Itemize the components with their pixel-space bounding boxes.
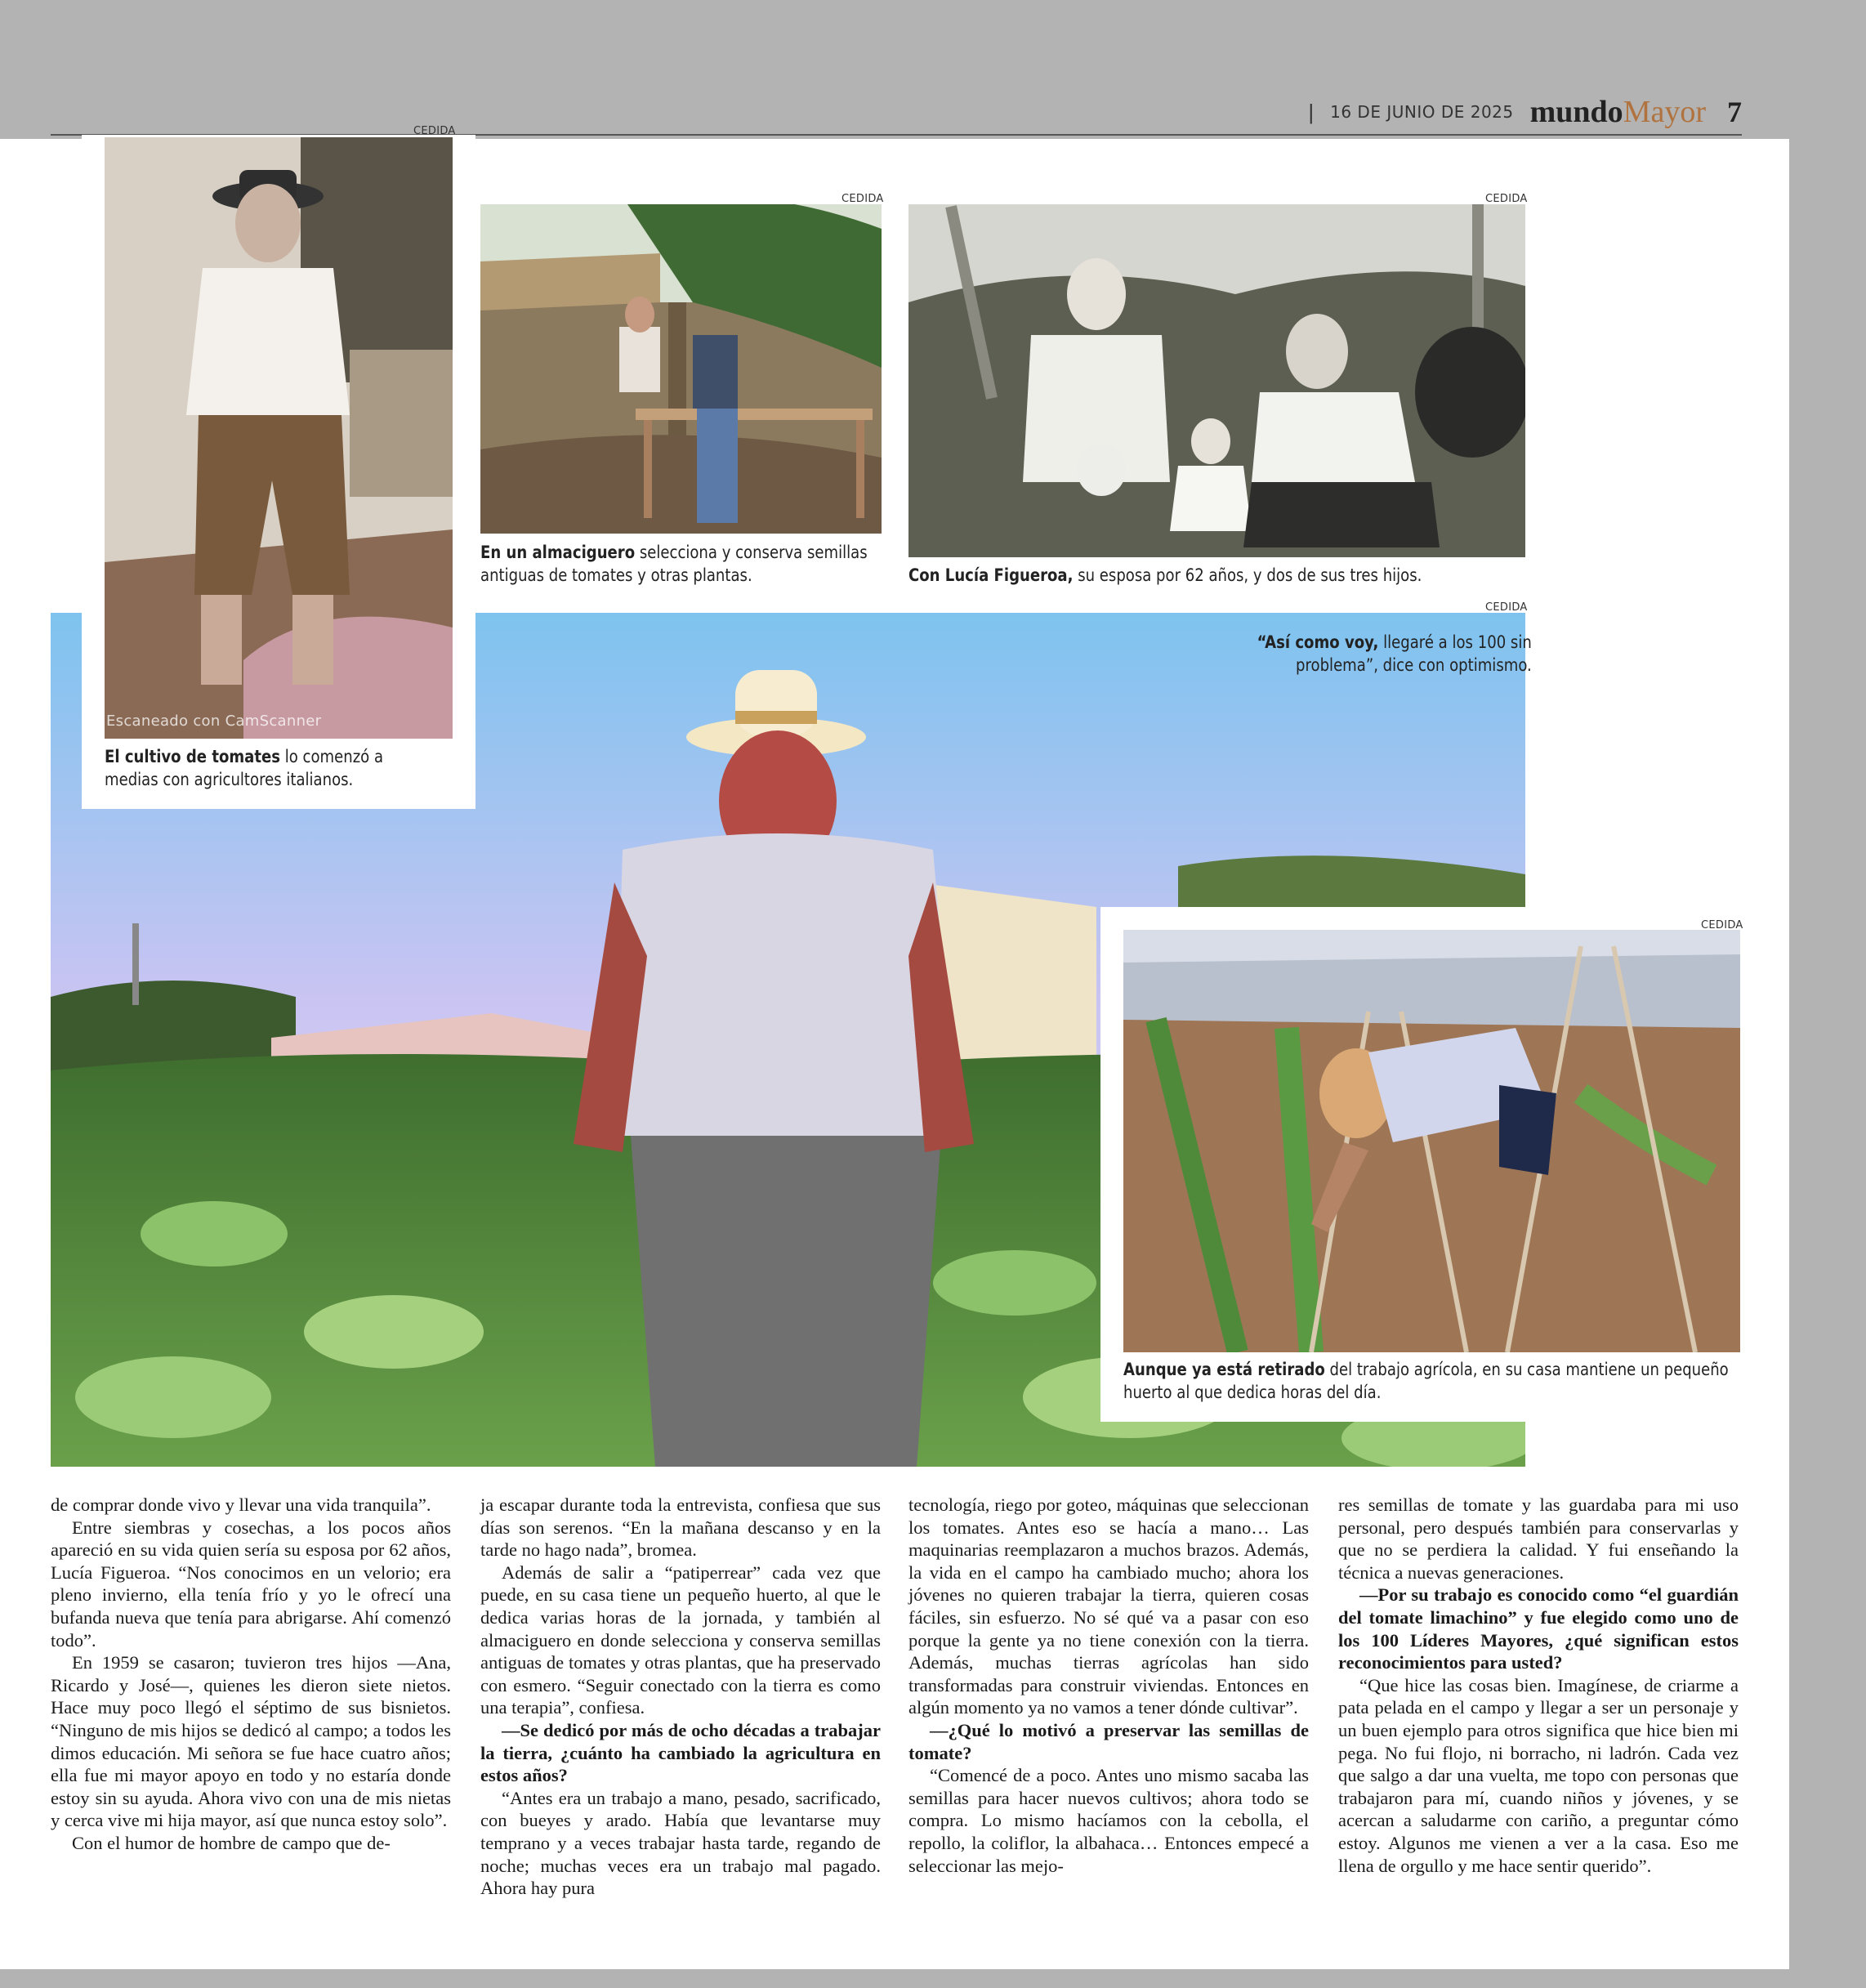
caption-family-text: su esposa por 62 años, y dos de sus tres hijos. [1073,565,1422,585]
article-column-3 [908,1494,1309,1877]
header-date: 16 DE JUNIO DE 2025 [1330,102,1514,122]
article-column-4 [1338,1494,1739,1877]
caption-seedbed [480,541,881,587]
caption-seedbed-bold: En un almaciguero [480,543,636,562]
header-separator: | [1308,99,1315,124]
paragraph: Además de salir a “patiperrear” cada vez que puede, en su casa tiene un pequeño huerto, al que le dedica varias horas de la jornada, y también al almaciguero en donde selecciona y conserva semillas antiguas de tomates y otras plantas, que ha preservado con esmero. “Seguir conectado con la tierra es como una terapia”, confiesa. [480,1561,881,1718]
photo-credit-main: CEDIDA [1485,601,1528,614]
caption-quote [1194,631,1532,677]
caption-family-bold: Con Lucía Figueroa, [908,565,1074,585]
brand-logo [1530,94,1706,130]
paragraph: ja escapar durante toda la entrevista, confiesa que sus días son serenos. “En la mañana descanso y en la tarde no hago nada”, bromea. [480,1494,881,1561]
caption-tomatoes-bold: El cultivo de tomates [105,747,281,766]
interview-question: —Se dedicó por más de ocho décadas a trabajar la tierra, ¿cuánto ha cambiado la agricultura en estos años? [480,1719,881,1786]
watermark-scanner: Escaneado con CamScanner [106,713,322,730]
paragraph: Entre siembras y cosechas, a los pocos años apareció en su vida quien sería su esposa por 62 años, Lucía Figueroa. “Nos conocimos en un velorio; era pleno invierno, ella tenía frío y yo le ofrecí una bufanda nueva que tenía para abrigarse. Ahí comenzó todo”. [51,1517,451,1651]
photo-seedbed [480,204,882,534]
brand-part-2: Mayor [1623,95,1706,129]
interview-question: —¿Qué lo motivó a preservar las semillas de tomate? [908,1719,1309,1763]
caption-family [908,564,1471,587]
caption-tomatoes [105,745,435,791]
article-column-2 [480,1494,881,1900]
paragraph: En 1959 se casaron; tuvieron tres hijos —Ana, Ricardo y José—, quienes les dieron siete nietos. Hace muy poco llegó el séptimo de sus bisnietos. “Ninguno de mis hijos se dedicó al campo; a todos les dimos educación. Mi señora se fue hace cuatro años; ella fue mi mayor apoyo en todo y no estaría donde estoy sin su ayuda. Ahora vivo con una de mis nietas y cerca vive mi hija mayor, así que nunca estoy solo”. [51,1652,451,1831]
paragraph: de comprar donde vivo y llevar una vida tranquila”. [51,1494,431,1515]
caption-garden-text: del trabajo agrícola, en su casa mantiene un pequeño huerto al que dedica horas del día. [1123,1360,1729,1402]
photo-garden [1123,930,1740,1352]
photo-credit-seedbed: CEDIDA [841,193,884,205]
photo-credit-garden: CEDIDA [1701,919,1743,931]
paragraph: “Que hice las cosas bien. Imagínese, de criarme a pata pelada en el campo y llegar a ser un personaje y un buen ejemplo para otros significa que hice bien mi pega. No fui flojo, ni borracho, ni ladrón. Cada vez que salgo a dar una vuelta, me topo con personas que trabajaron para mí, cuando niños y jóvenes, y se acercan a saludarme con cariño, a preguntar cómo estoy. Algunos me vienen a ver a la casa. Eso me llena de orgullo y me hace sentir querido”. [1338,1674,1739,1876]
photo-credit-tomatoes: CEDIDA [413,125,456,137]
interview-question: —Por su trabajo es conocido como “el guardián del tomate limachino” y fue elegido como uno de los 100 Líderes Mayores, ¿qué significan estos reconocimientos para usted? [1338,1584,1739,1673]
caption-tomatoes-text: lo comenzó a medias con agricultores italianos. [105,747,384,789]
brand-part-1: mundo [1529,95,1623,129]
photo-tomatoes-portrait [105,137,453,739]
photo-credit-family: CEDIDA [1485,193,1528,205]
photo-family [908,204,1525,557]
caption-quote-text: llegaré a los 100 sin problema”, dice con optimismo. [1296,632,1532,675]
paragraph: Con el humor de hombre de campo que de- [72,1832,391,1853]
caption-seedbed-text: selecciona y conserva semillas antiguas de tomates y otras plantas. [480,543,868,585]
paragraph: “Comencé de a poco. Antes uno mismo sacaba las semillas para hacer nuevos cultivos; ahora todo se compra. Lo mismo hacíamos con la cebolla, el repollo, la coliflor, la albahaca… Entonces empecé a seleccionar las mejo- [908,1765,1309,1876]
page-number: 7 [1727,96,1742,128]
caption-garden-bold: Aunque ya está retirado [1123,1360,1325,1379]
paragraph: tecnología, riego por goteo, máquinas que seleccionan los tomates. Antes eso se hacía a mano… Las maquinarias reemplazaron a muchos brazos. Además, la vida en el campo ha cambiado mucho; ahora los jóvenes no quieren trabajar la tierra, quieren cosas fáciles, sin esfuerzo. No sé qué va a pasar con eso porque la gente ya no tiene conexión con la tierra. Además, muchas tierras agrícolas han sido transformadas para construir viviendas. Entonces en algún momento ya no vamos a tener dónde cultivar”. [908,1494,1309,1718]
caption-garden [1123,1358,1734,1404]
page-header [51,90,1742,136]
caption-quote-bold: “Así como voy, [1257,632,1379,652]
article-column-1 [51,1494,451,1855]
paragraph: “Antes era un trabajo a mano, pesado, sacrificado, con bueyes y arado. Había que levantarse muy temprano y a veces trabajar hasta tarde, regando de noche; muchas veces era un trabajo mal pagado. Ahora hay pura [480,1787,881,1899]
paragraph: res semillas de tomate y las guardaba para mi uso personal, pero después también para conservarlas y que no se perdiera la calidad. Y fui enseñando la técnica a nuevas generaciones. [1338,1494,1739,1583]
